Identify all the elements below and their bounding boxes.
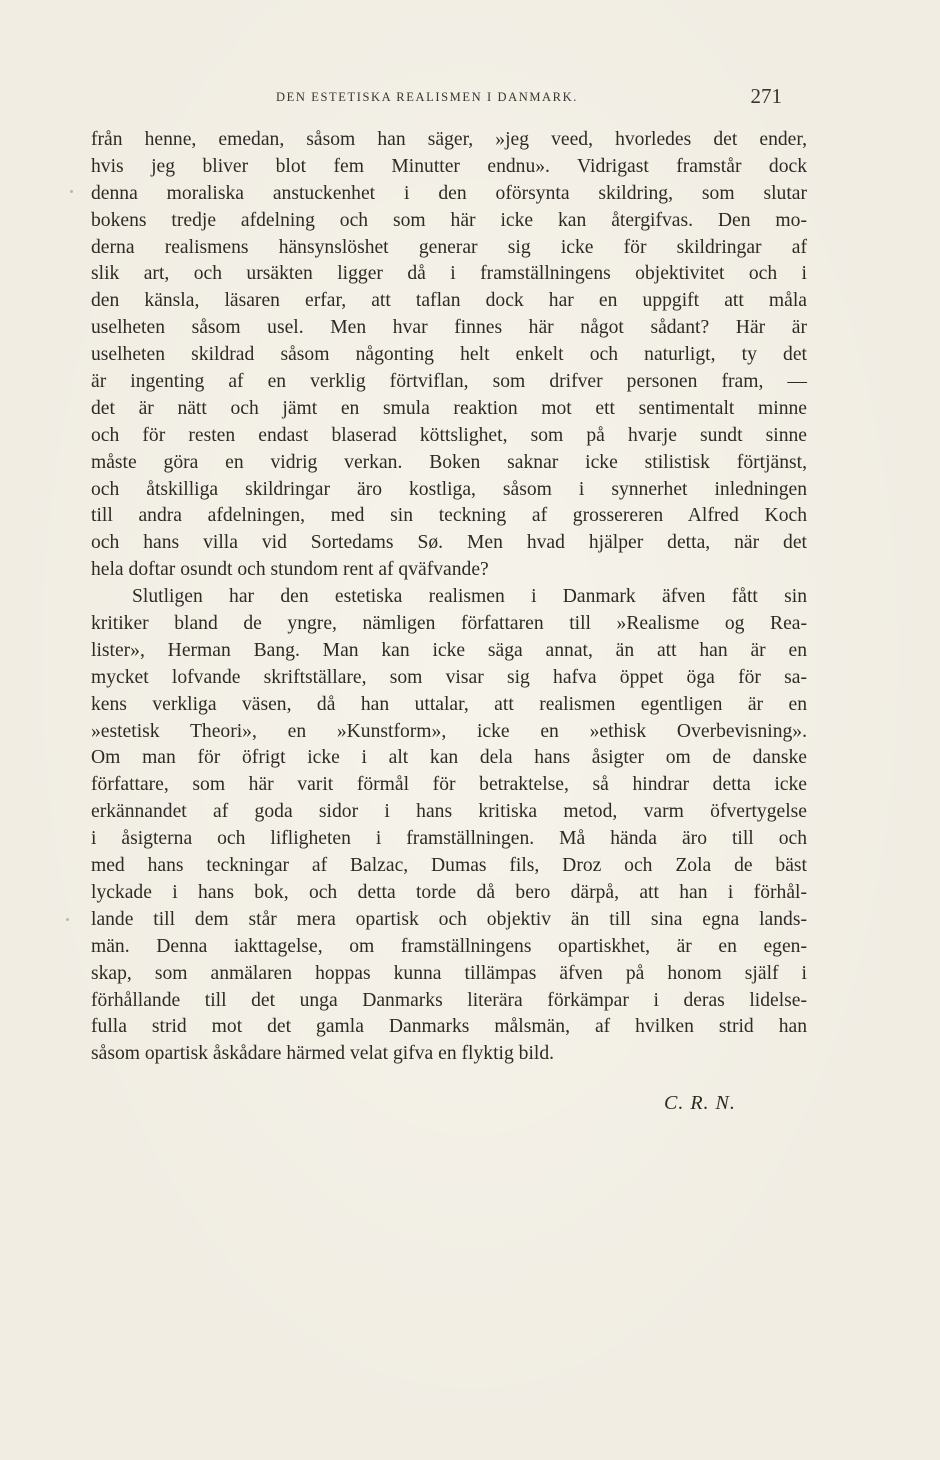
text-line: uselheten skildrad såsom någonting helt enkelt och naturligt, ty det xyxy=(91,344,807,366)
text-line: bokens tredje afdelning och som här icke kan återgifvas. Den mo- xyxy=(91,209,807,231)
text-line: lande till dem står mera opartisk och objektiv än till sina egna lands- xyxy=(91,908,807,930)
text-line-paragraph-end: hela doftar osundt och stundom rent af qväfvande? xyxy=(91,559,489,581)
text-line: måste göra en vidrig verkan. Boken saknar icke stilistisk förtjänst, xyxy=(91,451,807,473)
text-line: »estetisk Theori», en »Kunstform», icke en »ethisk Overbevisning». xyxy=(91,720,807,742)
text-line: den känsla, läsaren erfar, att taflan dock har en uppgift att måla xyxy=(91,290,807,312)
author-signature: C. R. N. xyxy=(664,1092,736,1114)
text-line: med hans teckningar af Balzac, Dumas fils, Droz och Zola de bäst xyxy=(91,855,807,877)
text-line: erkännandet af goda sidor i hans kritiska metod, varm öfvertygelse xyxy=(91,801,807,823)
text-line: lister», Herman Bang. Man kan icke säga annat, än att han är en xyxy=(91,639,807,661)
text-line: kritiker bland de yngre, nämligen författaren till »Realisme og Rea- xyxy=(91,613,807,635)
text-line: och åtskilliga skildringar äro kostliga, såsom i synnerhet inledningen xyxy=(91,478,807,500)
text-line: författare, som här varit förmål för betraktelse, så hindrar detta icke xyxy=(91,774,807,796)
text-line: förhållande till det unga Danmarks literära förkämpar i deras lidelse- xyxy=(91,989,807,1011)
text-line: uselheten såsom usel. Men hvar finnes här något sådant? Här är xyxy=(91,317,807,339)
running-title: DEN ESTETISKA REALISMEN I DANMARK. xyxy=(276,90,578,104)
text-line: kens verkliga väsen, då han uttalar, att realismen egentligen är en xyxy=(91,693,807,715)
text-line: lyckade i hans bok, och detta torde då bero därpå, att han i förhål- xyxy=(91,881,807,903)
text-line: i åsigterna och lifligheten i framställningen. Må hända äro till och xyxy=(91,828,807,850)
text-line: hvis jeg bliver blot fem Minutter endnu». Vidrigast framstår dock xyxy=(91,155,807,177)
text-line: och för resten endast blaserad köttslighet, som på hvarje sundt sinne xyxy=(91,424,807,446)
text-line-paragraph-end: såsom opartisk åskådare härmed velat gifva en flyktig bild. xyxy=(91,1043,555,1065)
body-text xyxy=(91,127,807,1068)
running-head xyxy=(90,86,782,110)
text-line-paragraph-start: Slutligen har den estetiska realismen i Danmark äfven fått sin xyxy=(132,586,807,608)
text-line: denna moraliska anstuckenhet i den oförsynta skildring, som slutar xyxy=(91,182,807,204)
text-line: män. Denna iakttagelse, om framställningens opartiskhet, är en egen- xyxy=(91,935,807,957)
paper-speck xyxy=(66,918,69,921)
text-line: det är nätt och jämt en smula reaktion mot ett sentimentalt minne xyxy=(91,397,807,419)
text-line: fulla strid mot det gamla Danmarks målsmän, af hvilken strid han xyxy=(91,1016,807,1038)
paper-speck xyxy=(70,190,73,193)
text-line: mycket lofvande skriftställare, som visar sig hafva öppet öga för sa- xyxy=(91,666,807,688)
text-line: och hans villa vid Sortedams Sø. Men hvad hjälper detta, när det xyxy=(91,532,807,554)
text-line: slik art, och ursäkten ligger då i framställningens objektivitet och i xyxy=(91,263,807,285)
text-line: Om man för öfrigt icke i alt kan dela hans åsigter om de danske xyxy=(91,747,807,769)
text-line: till andra afdelningen, med sin teckning af grossereren Alfred Koch xyxy=(91,505,807,527)
text-line: derna realismens hänsynslöshet generar sig icke för skildringar af xyxy=(91,236,807,258)
text-line: från henne, emedan, såsom han säger, »jeg veed, hvorledes det ender, xyxy=(91,129,807,150)
text-line: skap, som anmälaren hoppas kunna tillämpas äfven på honom själf i xyxy=(91,962,807,984)
text-line: är ingenting af en verklig förtviflan, som drifver personen fram, — xyxy=(91,371,807,393)
page-number: 271 xyxy=(750,84,782,108)
